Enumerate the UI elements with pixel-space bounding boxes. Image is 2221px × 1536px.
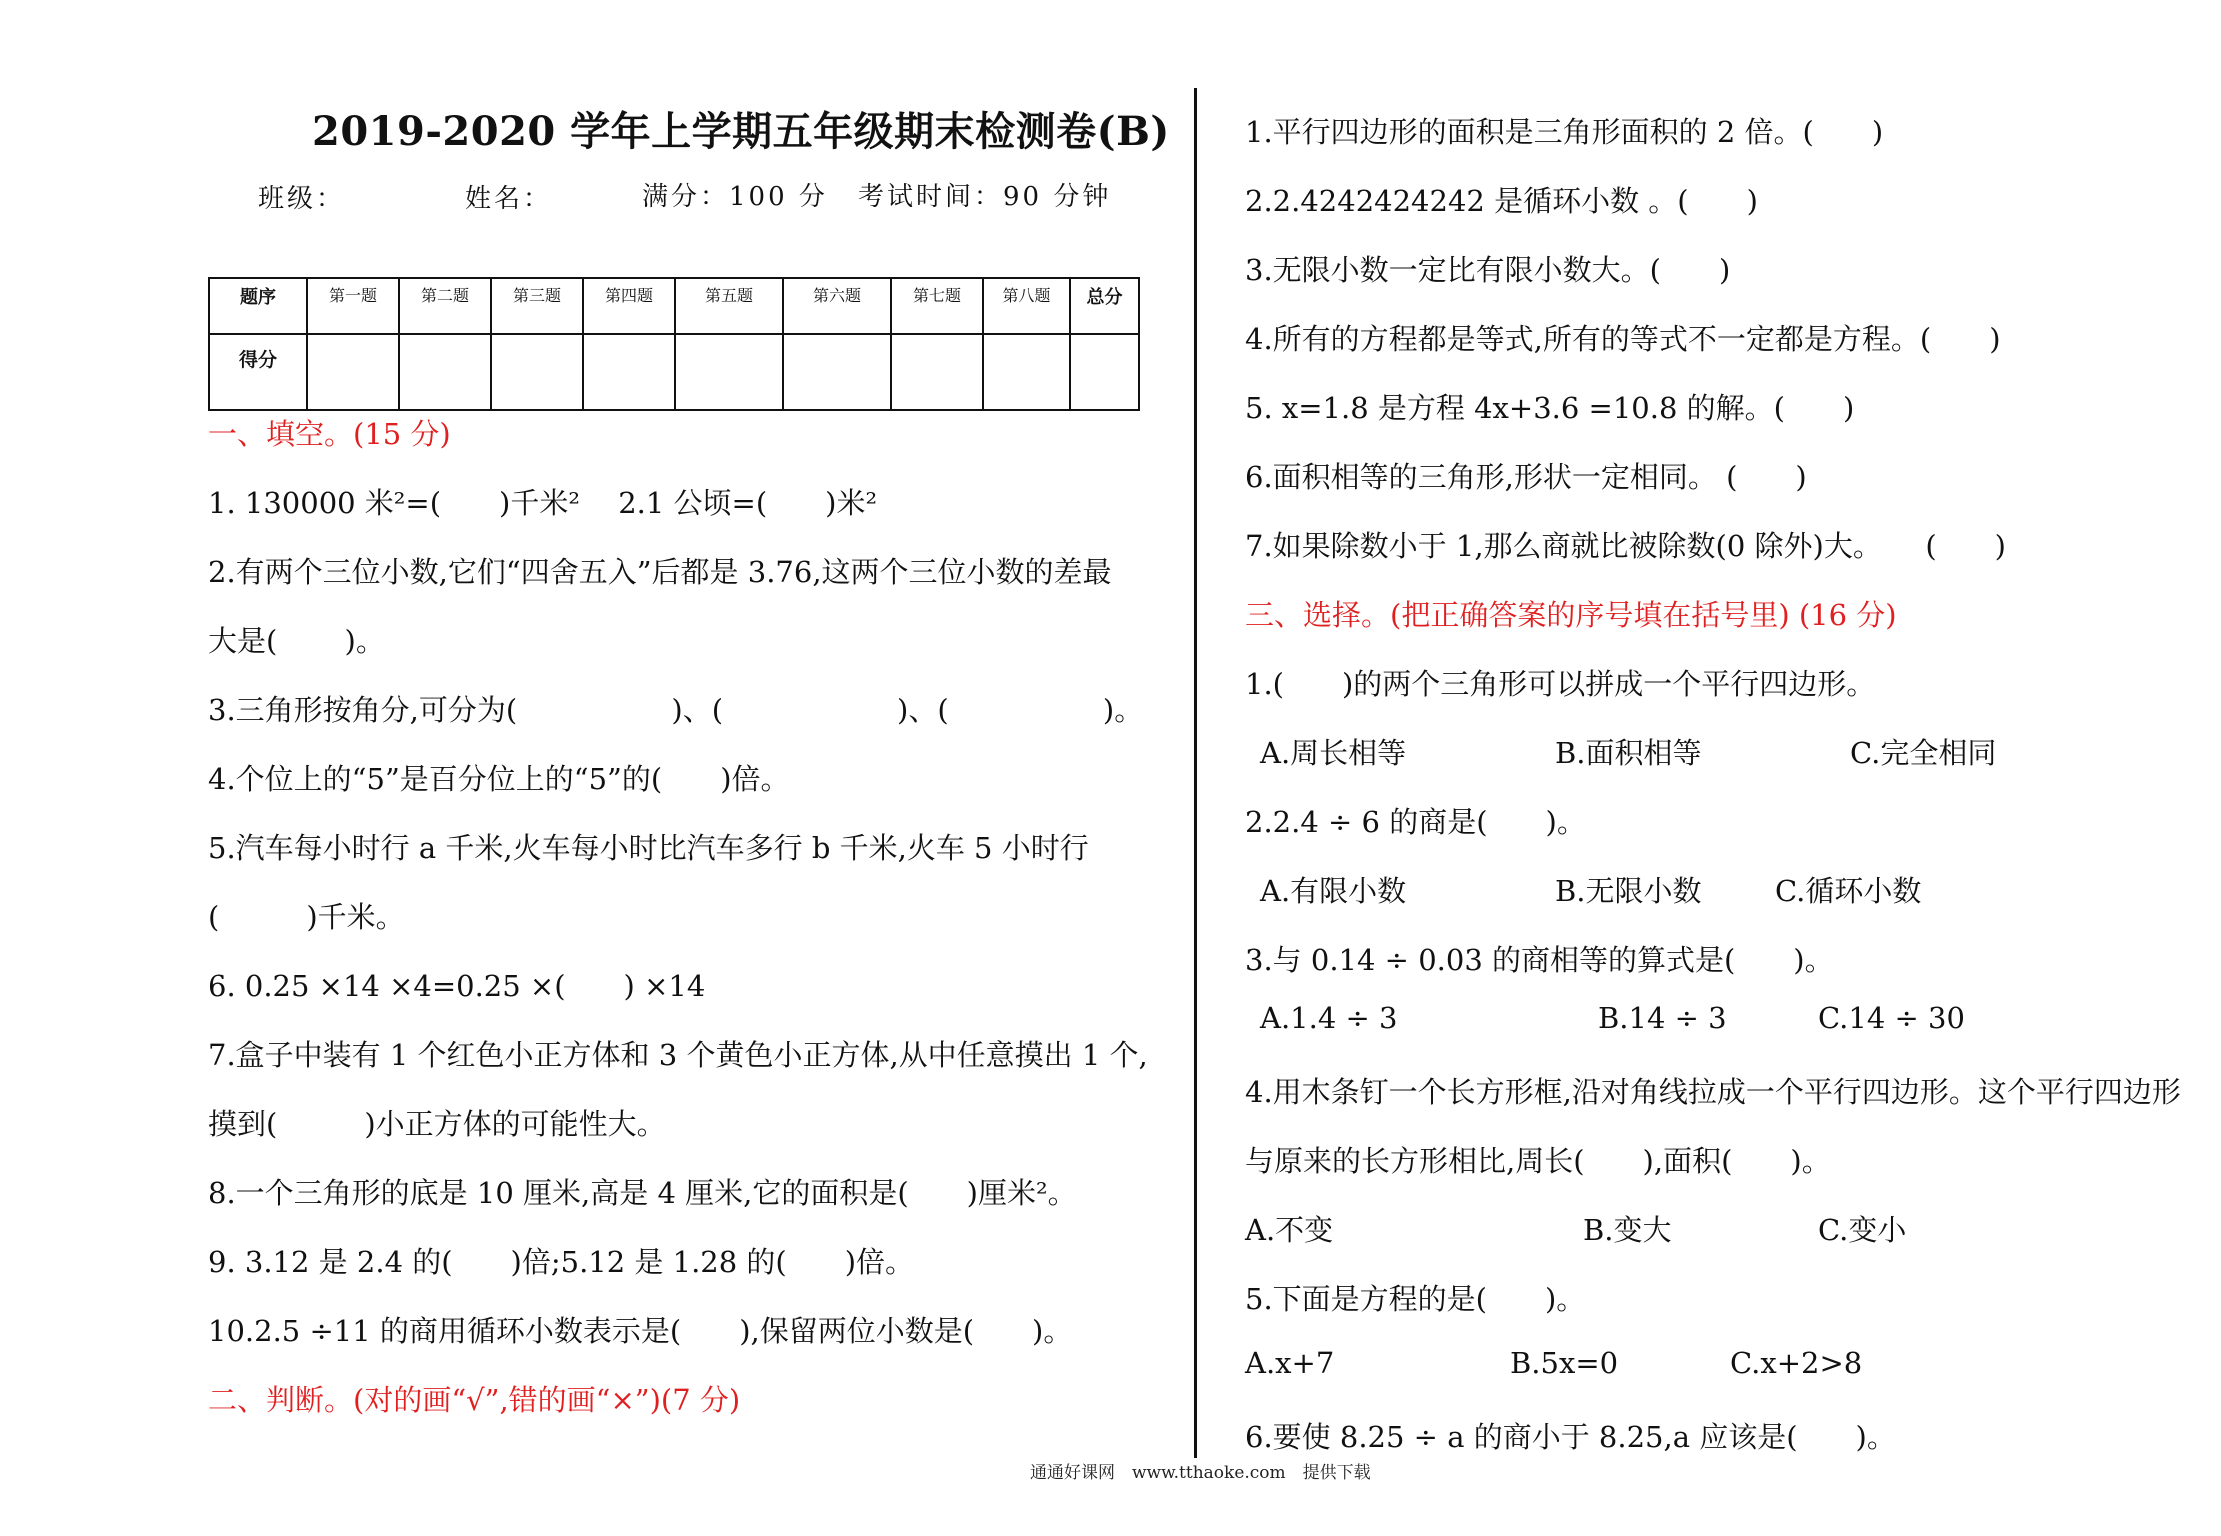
choice-option: B.面积相等	[1555, 736, 1702, 770]
choice-option: C.完全相同	[1850, 736, 1997, 770]
choice-option: B.5x=0	[1510, 1346, 1619, 1380]
choice-question: 2.2.4 ÷ 6 的商是( )。	[1245, 805, 1586, 839]
judge-line: 2.2.4242424242 是循环小数 。( )	[1245, 184, 1758, 218]
table-header-cell: 第四题	[583, 278, 675, 334]
judge-line: 1.平行四边形的面积是三角形面积的 2 倍。( )	[1245, 115, 1884, 149]
score-cell	[891, 334, 983, 410]
table-header-cell: 第五题	[675, 278, 783, 334]
question-line: ( )千米。	[208, 900, 405, 934]
question-line: 1. 130000 米²=( )千米² 2.1 公顷=( )米²	[208, 486, 878, 520]
score-table-score-row	[209, 334, 1139, 410]
judge-line: 6.面积相等的三角形,形状一定相同。 ( )	[1245, 460, 1807, 494]
choice-question: 5.下面是方程的是( )。	[1245, 1282, 1586, 1316]
question-line: 摸到( )小正方体的可能性大。	[208, 1107, 666, 1141]
question-line: 10.2.5 ÷11 的商用循环小数表示是( ),保留两位小数是( )。	[208, 1314, 1073, 1348]
choice-option: A.有限小数	[1260, 874, 1407, 908]
choice-question: 1.( )的两个三角形可以拼成一个平行四边形。	[1245, 667, 1876, 701]
choice-option: C.14 ÷ 30	[1818, 1001, 1965, 1035]
column-divider	[1194, 88, 1197, 1458]
table-header-cell: 第七题	[891, 278, 983, 334]
question-line: 7.盒子中装有 1 个红色小正方体和 3 个黄色小正方体,从中任意摸出 1 个,	[208, 1038, 1148, 1072]
table-header-cell: 总分	[1070, 278, 1139, 334]
full-score: 满分：100 分	[642, 182, 828, 212]
question-line: 3.三角形按角分,可分为( )、( )、( )。	[208, 693, 1144, 727]
choice-question: 6.要使 8.25 ÷ a 的商小于 8.25,a 应该是( )。	[1245, 1420, 1896, 1454]
footer-credit: 通通好课网 www.tthaoke.com 提供下载	[1030, 1463, 1371, 1483]
table-header-cell: 第六题	[783, 278, 891, 334]
score-cell	[983, 334, 1070, 410]
choice-option: C.x+2>8	[1730, 1346, 1863, 1380]
section-title: 一、填空。(15 分)	[208, 417, 451, 451]
question-line: 6. 0.25 ×14 ×4=0.25 ×( ) ×14	[208, 969, 706, 1003]
score-cell	[307, 334, 399, 410]
choice-option: A.x+7	[1245, 1346, 1335, 1380]
choice-option: A.周长相等	[1260, 736, 1407, 770]
table-header-cell: 第八题	[983, 278, 1070, 334]
question-line: 2.有两个三位小数,它们“四舍五入”后都是 3.76,这两个三位小数的差最	[208, 555, 1112, 589]
choice-option: B.14 ÷ 3	[1598, 1001, 1727, 1035]
choice-option: A.1.4 ÷ 3	[1260, 1001, 1398, 1035]
choice-question: 4.用木条钉一个长方形框,沿对角线拉成一个平行四边形。这个平行四边形	[1245, 1075, 2181, 1109]
judge-line: 4.所有的方程都是等式,所有的等式不一定都是方程。( )	[1245, 322, 2001, 356]
score-cell	[399, 334, 491, 410]
class-label: 班级：	[258, 184, 346, 214]
table-header-cell: 第三题	[491, 278, 583, 334]
choice-option: B.变大	[1583, 1213, 1672, 1247]
score-cell	[1070, 334, 1139, 410]
question-line: 8.一个三角形的底是 10 厘米,高是 4 厘米,它的面积是( )厘米²。	[208, 1176, 1077, 1210]
table-row-label: 得分	[209, 334, 307, 410]
choice-question: 3.与 0.14 ÷ 0.03 的商相等的算式是( )。	[1245, 943, 1834, 977]
question-line: 9. 3.12 是 2.4 的( )倍;5.12 是 1.28 的( )倍。	[208, 1245, 915, 1279]
section-title: 三、选择。(把正确答案的序号填在括号里) (16 分)	[1245, 598, 1897, 632]
name-label: 姓名：	[465, 184, 553, 214]
choice-option: C.变小	[1818, 1213, 1907, 1247]
judge-line: 5. x=1.8 是方程 4x+3.6 =10.8 的解。( )	[1245, 391, 1855, 425]
choice-question: 与原来的长方形相比,周长( ),面积( )。	[1245, 1144, 1831, 1178]
score-cell	[491, 334, 583, 410]
page-title: 2019-2020 学年上学期五年级期末检测卷(B)	[312, 108, 1170, 155]
judge-line: 3.无限小数一定比有限小数大。( )	[1245, 253, 1731, 287]
question-line: 4.个位上的“5”是百分位上的“5”的( )倍。	[208, 762, 790, 796]
table-header-cell: 第二题	[399, 278, 491, 334]
choice-option: C.循环小数	[1775, 874, 1922, 908]
question-line: 大是( )。	[208, 624, 385, 658]
table-header-cell: 第一题	[307, 278, 399, 334]
question-line: 5.汽车每小时行 a 千米,火车每小时比汽车多行 b 千米,火车 5 小时行	[208, 831, 1089, 865]
score-cell	[583, 334, 675, 410]
judge-line: 7.如果除数小于 1,那么商就比被除数(0 除外)大。 ( )	[1245, 529, 2006, 563]
exam-time: 考试时间：90 分钟	[858, 182, 1112, 212]
choice-option: A.不变	[1245, 1213, 1334, 1247]
table-header-cell: 题序	[209, 278, 307, 334]
choice-option: B.无限小数	[1555, 874, 1702, 908]
score-table-header-row	[209, 278, 1139, 334]
score-cell	[783, 334, 891, 410]
section-title: 二、判断。(对的画“√”,错的画“×”)(7 分)	[208, 1383, 741, 1417]
score-cell	[675, 334, 783, 410]
score-table	[208, 277, 1140, 411]
